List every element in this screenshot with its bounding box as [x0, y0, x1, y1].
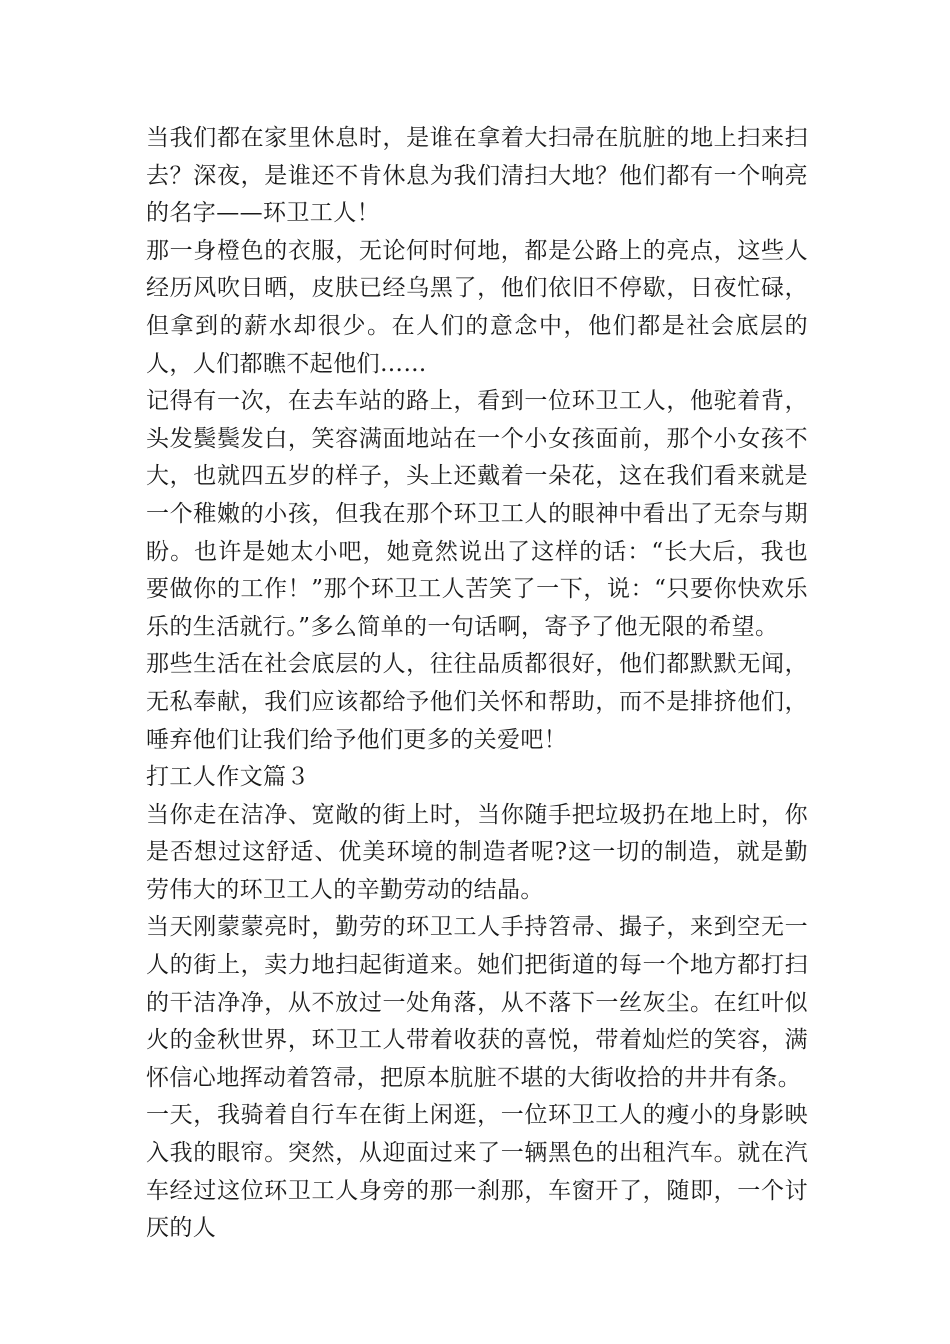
paragraph-4: 那些生活在社会底层的人，往往品质都很好，他们都默默无闻，无私奉献，我们应该都给予他们关怀和帮助，而不是排挤他们，唾弃他们让我们给予他们更多的关爱吧！ [146, 651, 808, 753]
paragraph-1: 当我们都在家里休息时，是谁在拿着大扫帚在肮脏的地上扫来扫去？深夜，是谁还不肯休息为我们清扫大地？他们都有一个响亮的名字——环卫工人！ [146, 125, 808, 227]
section-heading: 打工人作文篇３ [146, 764, 310, 791]
paragraph-6: 当天刚蒙蒙亮时，勤劳的环卫工人手持笤帚、撮子，来到空无一人的街上，卖力地扫起街道来。她们把街道的每一个地方都打扫的干洁净净，从不放过一处角落，从不落下一丝灰尘。在红叶似火的金秋世界，环卫工人带着收获的喜悦，带着灿烂的笑容，满怀信心地挥动着笤帚，把原本肮脏不堪的大街收拾的井井有条。 [146, 914, 808, 1091]
paragraph-3: 记得有一次，在去车站的路上，看到一位环卫工人，他驼着背，头发鬓鬓发白，笑容满面地站在一个小女孩面前，那个小女孩不大，也就四五岁的样子，头上还戴着一朵花，这在我们看来就是一个稚嫩的小孩，但我在那个环卫工人的眼神中看出了无奈与期盼。也许是她太小吧，她竟然说出了这样的话：“长大后，我也要做你的工作！”那个环卫工人苦笑了一下，说：“只要你快欢乐乐的生活就行。”多么简单的一句话啊，寄予了他无限的希望。 [146, 388, 808, 640]
document-body [146, 120, 808, 1248]
paragraph-2: 那一身橙色的衣服，无论何时何地，都是公路上的亮点，这些人经历风吹日晒，皮肤已经乌黑了，他们依旧不停歇，日夜忙碌，但拿到的薪水却很少。在人们的意念中，他们都是社会底层的人，人们都瞧不起他们…… [146, 237, 808, 377]
paragraph-5: 当你走在洁净、宽敞的街上时，当你随手把垃圾扔在地上时，你是否想过这舒适、优美环境的制造者呢?这一切的制造，就是勤劳伟大的环卫工人的辛勤劳动的结晶。 [146, 801, 808, 903]
paragraph-7: 一天，我骑着自行车在街上闲逛，一位环卫工人的瘦小的身影映入我的眼帘。突然，从迎面过来了一辆黑色的出租汽车。就在汽车经过这位环卫工人身旁的那一刹那，车窗开了，随即，一个讨厌的人 [146, 1102, 808, 1242]
